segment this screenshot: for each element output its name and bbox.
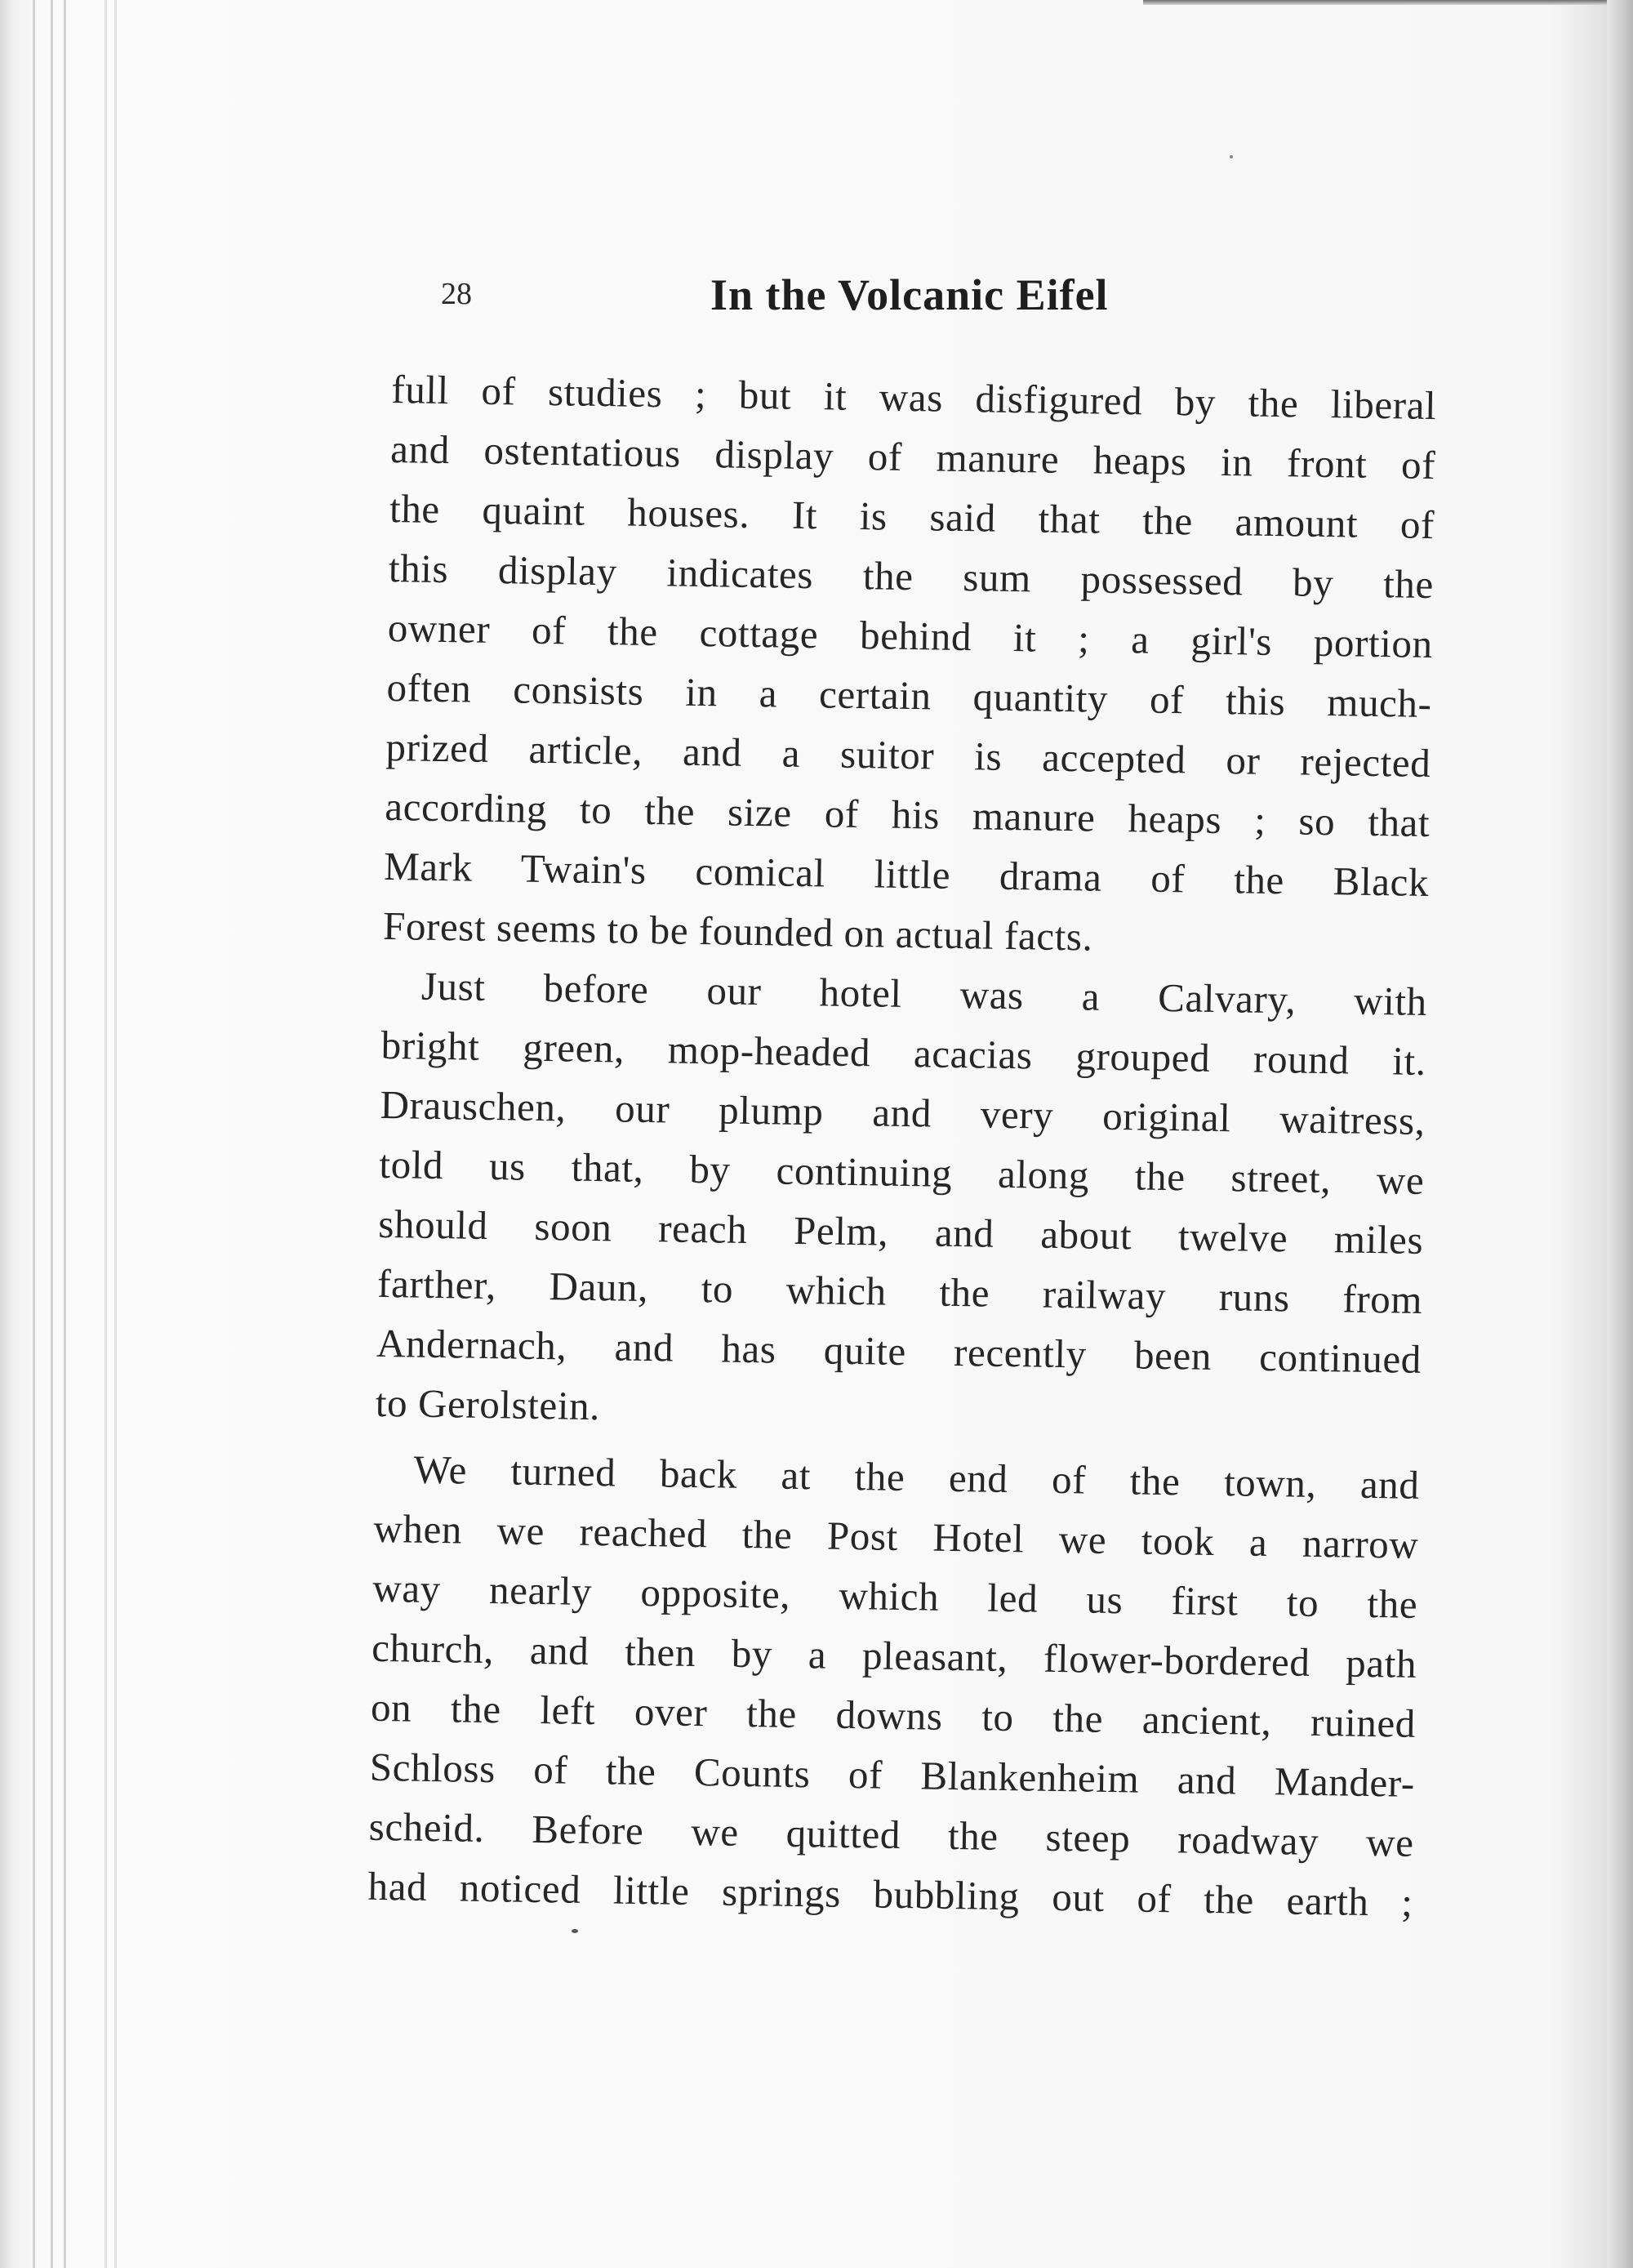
text-line: according to the size of his manure heaps ; so that — [384, 783, 1431, 846]
text-line: farther, Daun, to which the railway runs from — [376, 1260, 1423, 1322]
page-edge-line — [105, 0, 107, 2268]
ink-speck — [1230, 155, 1233, 158]
body-text — [367, 359, 1437, 1932]
paragraph — [383, 359, 1437, 972]
text-line: to Gerolstein. — [375, 1379, 601, 1429]
text-line: church, and then by a pleasant, flower-bordered path — [371, 1624, 1417, 1687]
running-title: In the Volcanic Eifel — [710, 270, 1109, 319]
paragraph — [375, 956, 1427, 1449]
text-line: on the left over the downs to the ancient, ruined — [370, 1684, 1417, 1746]
page-edge-line — [51, 0, 53, 2268]
text-line: bright green, mop-headed acacias grouped round it. — [380, 1022, 1427, 1084]
page-shadow — [1607, 0, 1633, 2268]
page-header — [441, 270, 1257, 343]
text-line: Drauschen, our plump and very original waitress, — [380, 1081, 1426, 1143]
page-edge-line — [114, 0, 117, 2268]
text-line: owner of the cottage behind it ; a girl's portion — [387, 604, 1434, 667]
page-edge-line — [64, 0, 66, 2268]
text-line: should soon reach Pelm, and about twelve miles — [377, 1201, 1424, 1263]
text-line: scheid. Before we quitted the steep roadway we — [368, 1803, 1415, 1865]
text-line: full of studies ; but it was disfigured by the liberal — [390, 366, 1437, 429]
text-line: prized article, and a suitor is accepted or rejected — [385, 724, 1431, 786]
binding-edge — [1143, 0, 1633, 5]
text-line: often consists in a certain quantity of this much- — [386, 664, 1432, 727]
text-line: Mark Twain's comical little drama of the Black — [383, 843, 1430, 906]
page-edge-line — [33, 0, 35, 2268]
text-line: this display indicates the sum possessed by the — [388, 545, 1435, 608]
text-line: when we reached the Post Hotel we took a narrow — [373, 1505, 1419, 1567]
text-line: Forest seems to be founded on actual facts. — [382, 902, 1093, 960]
text-line: the quaint houses. It is said that the amount of — [389, 485, 1435, 548]
text-line: Andernach, and has quite recently been continued — [376, 1320, 1422, 1382]
page-number: 28 — [441, 277, 472, 311]
paragraph — [367, 1439, 1420, 1932]
text-line: told us that, by continuing along the street, we — [379, 1141, 1425, 1203]
text-line: had noticed little springs bubbling out of the earth ; — [367, 1863, 1413, 1925]
text-line: way nearly opposite, which led us first to the — [372, 1565, 1418, 1627]
text-line: Schloss of the Counts of Blankenheim and Mander- — [369, 1744, 1416, 1806]
text-line: and ostentatious display of manure heaps in front of — [389, 426, 1436, 488]
text-line: We turned back at the end of the town, and — [413, 1446, 1420, 1508]
text-line: Just before our hotel was a Calvary, with — [420, 963, 1428, 1025]
ink-speck — [572, 1929, 578, 1933]
